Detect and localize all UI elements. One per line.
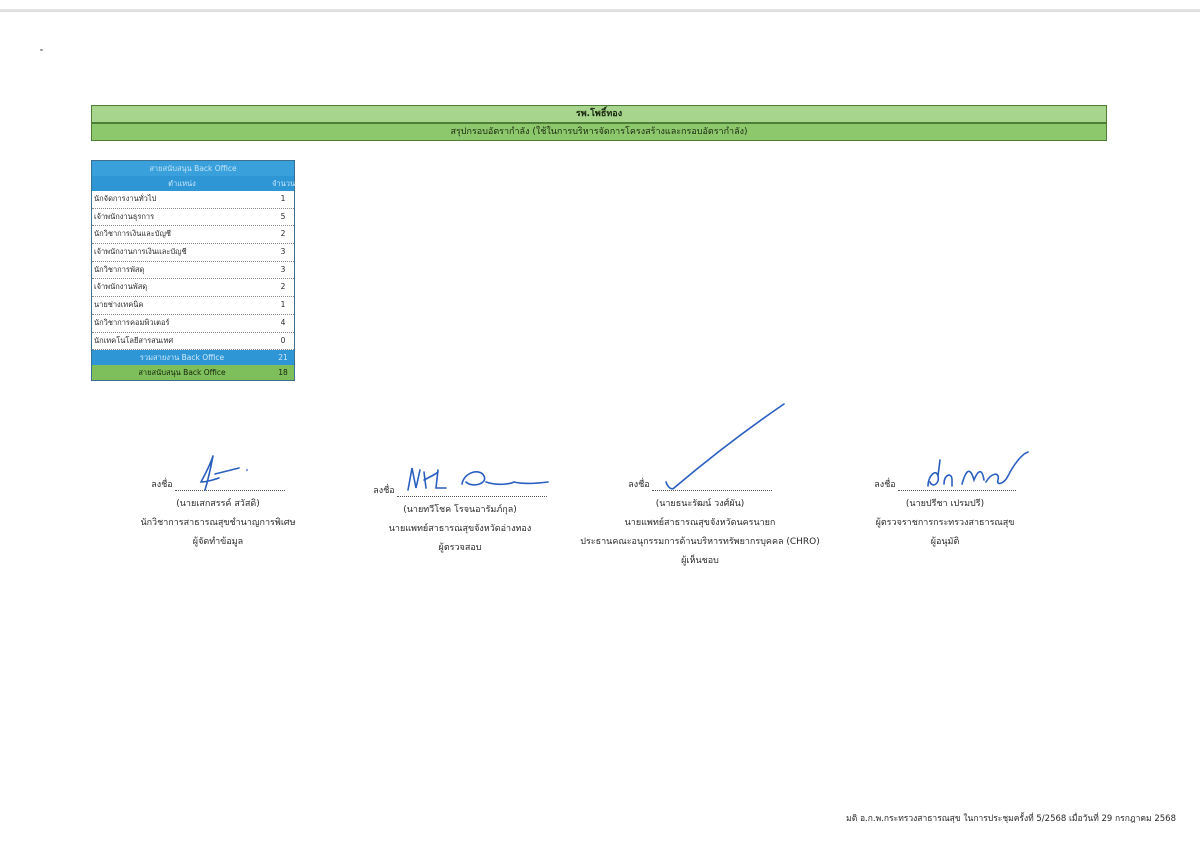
signer-name: (นายธนะรัฒน์ วงศ์ผัน) bbox=[655, 499, 745, 509]
top-scan-rule bbox=[0, 9, 1200, 12]
signer-role: ผู้อนุมัติ bbox=[930, 537, 960, 547]
total-row bbox=[92, 365, 294, 380]
position-cell: เจ้าพนักงานธุรการ bbox=[94, 211, 155, 221]
count-cell: 5 bbox=[280, 211, 286, 221]
table-header-row bbox=[92, 176, 294, 191]
sign-label: ลงชื่อ bbox=[151, 480, 173, 490]
table-row bbox=[92, 315, 294, 333]
count-cell: 2 bbox=[280, 229, 286, 239]
signer-title: นักวิชาการสาธารณสุขชำนาญการพิเศษ bbox=[140, 518, 296, 528]
column-position: ตำแหน่ง bbox=[168, 179, 196, 188]
table-row bbox=[92, 333, 294, 351]
signer-committee: ประธานคณะอนุกรรมการด้านบริหารทรัพยากรบุคคล (CHRO) bbox=[580, 537, 820, 547]
scan-speck bbox=[40, 49, 43, 51]
subtotal-row bbox=[92, 350, 294, 365]
count-cell: 4 bbox=[280, 317, 286, 327]
signature-line bbox=[397, 495, 547, 497]
position-cell: นักเทคโนโลยีสารสนเทศ bbox=[94, 335, 174, 345]
count-cell: 2 bbox=[280, 282, 286, 292]
hospital-name: รพ.โพธิ์ทอง bbox=[575, 109, 623, 119]
count-cell: 0 bbox=[280, 335, 286, 345]
signer-role: ผู้เห็นชอบ bbox=[681, 556, 719, 566]
position-cell: นายช่างเทคนิค bbox=[94, 300, 144, 310]
position-cell: นักวิชาการพัสดุ bbox=[94, 264, 145, 274]
table-row bbox=[92, 244, 294, 262]
subtotal-label: รวมสายงาน Back Office bbox=[139, 353, 225, 363]
table-title: สายสนับสนุน Back Office bbox=[92, 161, 294, 176]
table-row bbox=[92, 226, 294, 244]
signer-role: ผู้ตรวจสอบ bbox=[438, 543, 482, 553]
signer-name: (นายทวีโชค โรจนอารัมภ์กุล) bbox=[403, 505, 517, 515]
column-count: จำนวน bbox=[272, 179, 296, 188]
staff-table bbox=[91, 160, 295, 381]
table-row bbox=[92, 297, 294, 315]
signer-role: ผู้จัดทำข้อมูล bbox=[192, 537, 244, 547]
hospital-banner bbox=[91, 105, 1107, 123]
total-value: 18 bbox=[278, 368, 288, 378]
subtitle-banner bbox=[91, 123, 1107, 141]
count-cell: 3 bbox=[280, 247, 286, 257]
sign-label: ลงชื่อ bbox=[373, 486, 395, 496]
position-cell: นักจัดการงานทั่วไป bbox=[94, 194, 157, 203]
table-row bbox=[92, 191, 294, 209]
count-cell: 1 bbox=[280, 194, 286, 203]
table-row bbox=[92, 279, 294, 297]
total-label: สายสนับสนุน Back Office bbox=[138, 368, 226, 378]
handwritten-signature-3 bbox=[660, 400, 790, 495]
meeting-resolution-note: มติ อ.ก.พ.กระทรวงสาธารณสุข ในการประชุมครั้งที่ 5/2568 เมื่อวันที่ 29 กรกฎาคม 2568 bbox=[846, 814, 1176, 824]
document-subtitle: สรุปกรอบอัตรากำลัง (ใช้ในการบริหารจัดการโครงสร้างและกรอบอัตรากำลัง) bbox=[450, 127, 748, 137]
signer-name: (นายปรีชา เปรมปรี) bbox=[905, 499, 985, 509]
position-cell: เจ้าพนักงานพัสดุ bbox=[94, 282, 148, 292]
handwritten-signature-1 bbox=[195, 452, 255, 492]
position-cell: นักวิชาการเงินและบัญชี bbox=[94, 229, 172, 239]
position-cell: เจ้าพนักงานการเงินและบัญชี bbox=[94, 247, 187, 257]
sign-label: ลงชื่อ bbox=[628, 480, 650, 490]
count-cell: 1 bbox=[280, 300, 286, 310]
table-row bbox=[92, 262, 294, 280]
handwritten-signature-2 bbox=[402, 462, 552, 494]
signer-title: ผู้ตรวจราชการกระทรวงสาธารณสุข bbox=[875, 518, 1015, 528]
table-row bbox=[92, 209, 294, 227]
signer-name: (นายเสกสรรค์ สวัสดิ) bbox=[176, 499, 260, 509]
handwritten-signature-4 bbox=[922, 446, 1030, 494]
signer-title: นายแพทย์สาธารณสุขจังหวัดอ่างทอง bbox=[388, 524, 532, 534]
count-cell: 3 bbox=[280, 264, 286, 274]
position-cell: นักวิชาการคอมพิวเตอร์ bbox=[94, 317, 170, 327]
subtotal-value: 21 bbox=[278, 353, 288, 363]
signer-title: นายแพทย์สาธารณสุขจังหวัดนครนายก bbox=[624, 518, 776, 528]
sign-label: ลงชื่อ bbox=[874, 480, 896, 490]
